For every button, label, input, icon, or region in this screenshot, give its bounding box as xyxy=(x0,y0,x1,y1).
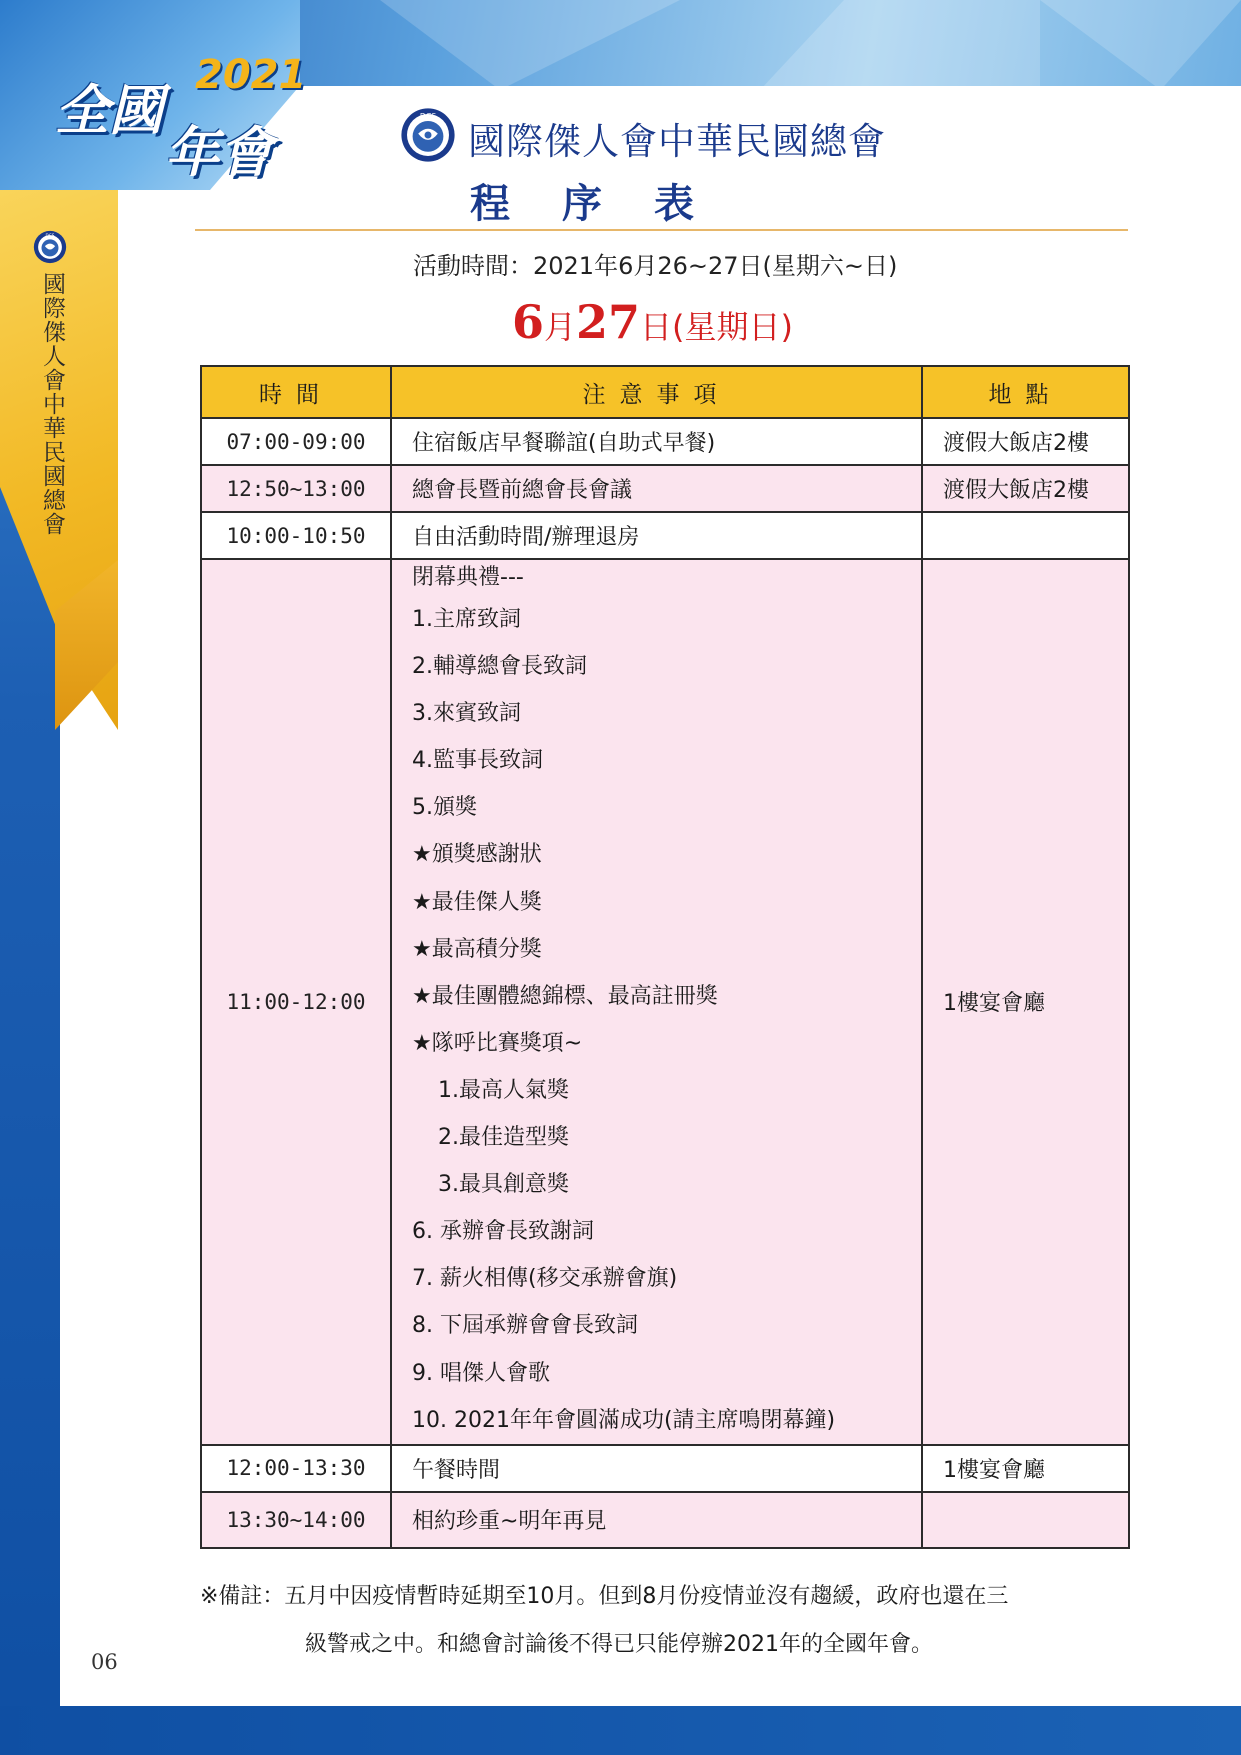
sidebar-org-name: 國際傑人會中華民國總會 xyxy=(39,272,65,536)
program-item: 6. 承辦會長致謝詞 xyxy=(412,1219,594,1245)
place-cell: 1樓宴會廳 xyxy=(922,559,1129,1445)
footnote-line1: ※備註：五月中因疫情暫時延期至10月。但到8月份疫情並沒有趨緩，政府也還在三 xyxy=(200,1584,1009,1609)
table-row xyxy=(201,512,1129,559)
program-item: 3.來賓致詞 xyxy=(412,701,521,727)
cheer-award-item: 2.最佳造型獎 xyxy=(438,1125,569,1151)
item-cell xyxy=(391,559,922,1445)
program-item: 10. 2021年年會圓滿成功(請主席鳴閉幕鐘) xyxy=(412,1407,836,1433)
award-item: ★最佳傑人獎 xyxy=(412,889,542,915)
cheer-award-item: 3.最具創意獎 xyxy=(438,1172,569,1198)
dcs-emblem-icon xyxy=(33,230,67,264)
header-facet xyxy=(760,0,1040,90)
item-cell: 自由活動時間/辦理退房 xyxy=(391,512,922,559)
cheer-award-item: 1.最高人氣獎 xyxy=(438,1077,569,1103)
date-month-unit: 月 xyxy=(544,308,577,346)
time-cell: 13:30~14:00 xyxy=(201,1492,391,1548)
program-item: 4.監事長致詞 xyxy=(412,748,543,774)
award-item: ★隊呼比賽獎項~ xyxy=(412,1030,583,1056)
header-time: 時間 xyxy=(201,366,391,418)
item-cell: 相約珍重~明年再見 xyxy=(391,1492,922,1548)
table-row xyxy=(201,1492,1129,1548)
program-item: 5.頒獎 xyxy=(412,795,477,821)
header-facet xyxy=(1040,0,1241,90)
item-cell: 總會長暨前總會長會議 xyxy=(391,465,922,512)
org-title: 國際傑人會中華民國總會 xyxy=(468,120,886,163)
time-cell: 12:00-13:30 xyxy=(201,1445,391,1492)
event-period: 活動時間：2021年6月26~27日(星期六~日) xyxy=(413,252,898,280)
place-cell: 1樓宴會廳 xyxy=(922,1445,1129,1492)
title-divider xyxy=(195,229,1128,231)
table-row xyxy=(201,465,1129,512)
place-cell: 渡假大飯店2樓 xyxy=(922,465,1129,512)
place-cell: 渡假大飯店2樓 xyxy=(922,418,1129,465)
date-suffix: 日(星期日) xyxy=(640,308,794,346)
date-month: 6 xyxy=(512,295,545,349)
table-row xyxy=(201,1445,1129,1492)
time-cell: 10:00-10:50 xyxy=(201,512,391,559)
emblem-text: DCS xyxy=(419,111,437,121)
table-header-row xyxy=(201,366,1129,418)
header-facet xyxy=(380,0,680,90)
header-place: 地點 xyxy=(922,366,1129,418)
event-logo-line1: 全國 xyxy=(55,79,163,142)
program-item: 2.輔導總會長致詞 xyxy=(412,654,587,680)
emblem-text: DCS xyxy=(45,233,55,239)
date-heading xyxy=(512,295,793,349)
item-cell: 住宿飯店早餐聯誼(自助式早餐) xyxy=(391,418,922,465)
event-logo xyxy=(55,52,307,184)
time-cell: 12:50~13:00 xyxy=(201,465,391,512)
event-logo-line2: 年會 xyxy=(165,121,273,184)
footnote-line2: 級警戒之中。和總會討論後不得已只能停辦2021年的全國年會。 xyxy=(305,1632,933,1657)
program-item: 閉幕典禮--- xyxy=(412,565,524,590)
program-item: 1.主席致詞 xyxy=(412,607,521,632)
program-item: 8. 下屆承辦會會長致詞 xyxy=(412,1313,638,1339)
time-cell: 11:00-12:00 xyxy=(201,559,391,1445)
program-item: 7. 薪火相傳(移交承辦會旗) xyxy=(412,1266,678,1292)
place-cell xyxy=(922,512,1129,559)
item-cell: 午餐時間 xyxy=(391,1445,922,1492)
footnote xyxy=(200,1573,1130,1669)
table-row xyxy=(201,559,1129,1445)
page-title: 程序表 xyxy=(470,180,746,227)
award-item: ★最高積分獎 xyxy=(412,936,542,962)
place-cell xyxy=(922,1492,1129,1548)
header-items: 注意事項 xyxy=(391,366,922,418)
dcs-emblem-icon xyxy=(400,107,456,163)
page-number: 06 xyxy=(91,1650,118,1674)
schedule-table xyxy=(200,365,1130,1549)
bottom-border-band xyxy=(0,1706,1241,1755)
event-logo-year: 2021 xyxy=(195,52,307,98)
table-row xyxy=(201,418,1129,465)
award-item: ★最佳團體總錦標、最高註冊獎 xyxy=(412,983,718,1009)
time-cell: 07:00-09:00 xyxy=(201,418,391,465)
program-item: 9. 唱傑人會歌 xyxy=(412,1360,550,1386)
award-item: ★頒獎感謝狀 xyxy=(412,842,542,868)
date-day: 27 xyxy=(576,295,641,349)
